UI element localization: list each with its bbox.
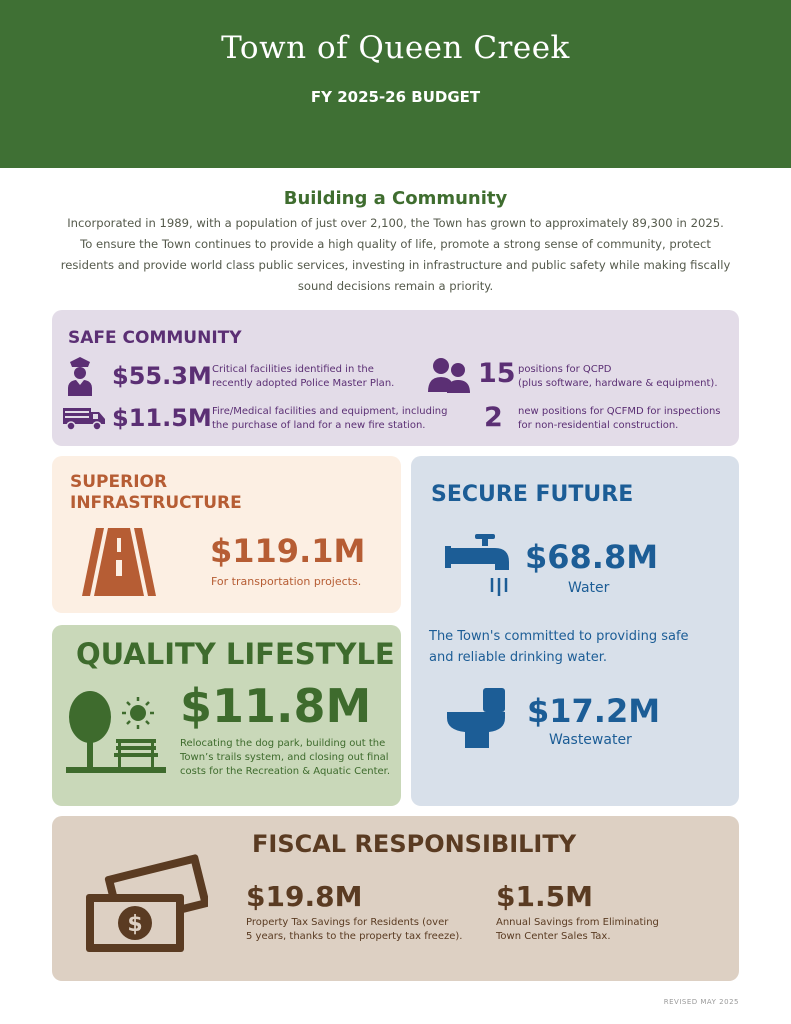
- road-icon: [82, 528, 156, 596]
- people-icon: [428, 356, 470, 394]
- positions-desc-1: positions for QCPD (plus software, hardware & equipment).: [518, 364, 718, 389]
- quality-amount: $11.8M: [180, 679, 372, 733]
- infrastructure-amount: $119.1M: [210, 532, 366, 570]
- infrastructure-heading: SUPERIOR INFRASTRUCTURE: [70, 472, 242, 513]
- fiscal-responsibility-panel: [52, 816, 739, 981]
- intro-heading: Building a Community: [283, 188, 508, 209]
- secure-heading: SECURE FUTURE: [431, 482, 634, 507]
- safe-desc-2: Fire/Medical facilities and equipment, including the purchase of land for a new fire station.: [212, 406, 448, 431]
- faucet-icon: [445, 532, 511, 604]
- park-tree-sun-bench-icon: [66, 691, 166, 775]
- safe-desc-1: Critical facilities identified in the recently adopted Police Master Plan.: [212, 364, 395, 389]
- svg-text:$: $: [127, 912, 143, 937]
- fiscal-desc-2: Annual Savings from Eliminating Town Center Sales Tax.: [496, 917, 659, 942]
- fiscal-heading: FISCAL RESPONSIBILITY: [252, 830, 577, 858]
- header-banner: [0, 0, 791, 168]
- superior-infrastructure-panel: [52, 456, 401, 613]
- positions-desc-2: new positions for QCFMD for inspections for non-residential construction.: [518, 406, 721, 431]
- page-title: Town of Queen Creek: [221, 30, 570, 66]
- revision-note: REVISED MAY 2025: [663, 998, 739, 1006]
- toilet-icon: [447, 688, 509, 748]
- quality-lifestyle-panel: [52, 625, 401, 806]
- water-amount: $68.8M: [525, 538, 659, 576]
- secure-future-panel: [411, 456, 739, 806]
- water-statement: The Town's committed to providing safe and reliable drinking water.: [429, 629, 689, 665]
- wastewater-label: Wastewater: [549, 732, 632, 748]
- positions-count-2: 2: [484, 402, 503, 433]
- fiscal-amount-1: $19.8M: [246, 880, 363, 913]
- quality-desc: Relocating the dog park, building out the Town’s trails system, and closing out final costs for the Recreation & Aquatic Center.: [180, 738, 391, 777]
- page-subtitle: FY 2025-26 BUDGET: [310, 88, 481, 106]
- safe-amount-2: $11.5M: [112, 404, 212, 432]
- money-icon: [80, 854, 208, 960]
- safe-community-heading: SAFE COMMUNITY: [68, 328, 242, 348]
- quality-heading: QUALITY LIFESTYLE: [76, 637, 395, 671]
- police-officer-icon: [66, 356, 94, 396]
- water-label: Water: [568, 580, 610, 596]
- positions-count-1: 15: [478, 358, 516, 389]
- fiscal-amount-2: $1.5M: [496, 880, 593, 913]
- safe-community-panel: [52, 310, 739, 446]
- safe-amount-1: $55.3M: [112, 362, 212, 390]
- fiscal-desc-1: Property Tax Savings for Residents (over 5 years, thanks to the property tax freeze).: [246, 917, 463, 942]
- intro-text: Incorporated in 1989, with a population of just over 2,100, the Town has grown to approximately 89,300 in 2025. To ensure the Town continues to provide a high quality of life, promote a strong sense of community, protect residents and provide world class public services, investing in infrastructure and public safety while making fiscally sound decisions remain a priority.: [60, 216, 731, 293]
- wastewater-amount: $17.2M: [527, 692, 661, 730]
- fire-truck-icon: [62, 403, 106, 431]
- infrastructure-desc: For transportation projects.: [211, 575, 362, 588]
